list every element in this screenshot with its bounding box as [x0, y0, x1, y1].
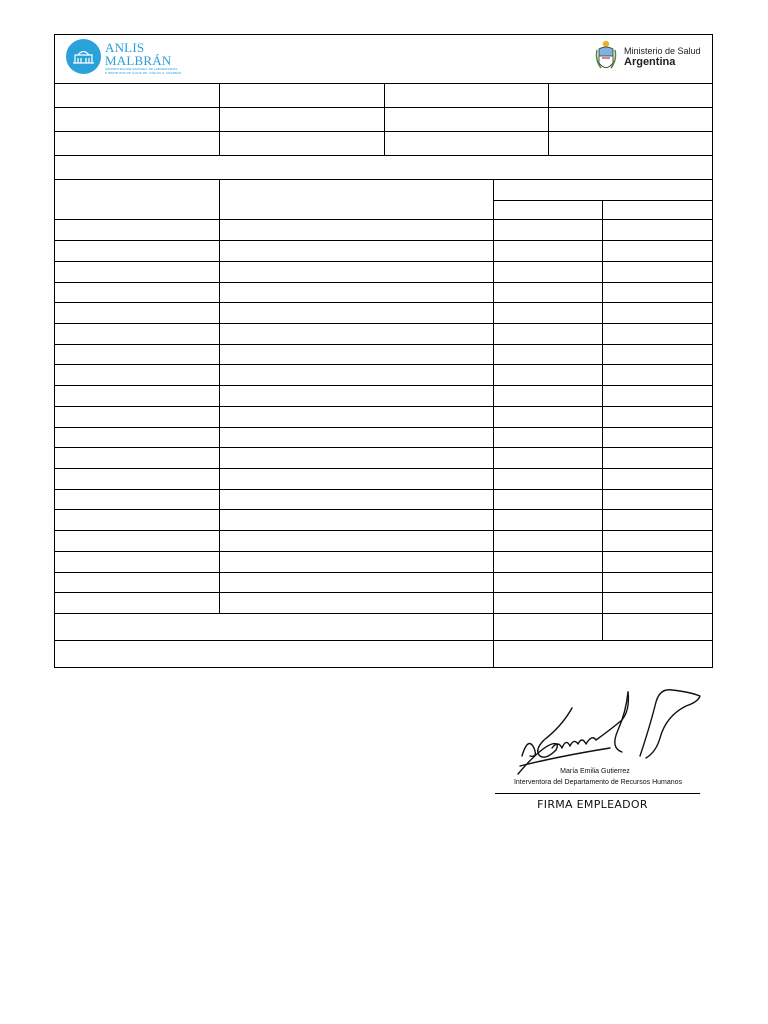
anlis-name-line1: ANLIS	[105, 40, 145, 55]
table-row-divider	[54, 447, 713, 448]
table-row-divider	[54, 489, 713, 490]
totals-row-divider	[54, 640, 713, 641]
table-row-divider	[54, 613, 713, 614]
table-row-divider	[54, 261, 713, 262]
signatory-role: Interventora del Departamento de Recursos Humanos	[513, 779, 683, 786]
table-row-divider	[54, 344, 713, 345]
anlis-tagline-line2: E INSTITUTOS DE SALUD DR. CARLOS G. MALBRÁN	[105, 71, 181, 75]
anlis-malbran-logo	[66, 38, 181, 76]
table-row-divider	[54, 240, 713, 241]
table-row-divider	[54, 323, 713, 324]
table-col-divider	[493, 179, 494, 668]
table-row-divider	[54, 364, 713, 365]
anlis-building-icon	[66, 39, 101, 74]
coat-of-arms-icon	[592, 38, 620, 74]
ministerio-line2: Argentina	[624, 56, 676, 68]
table-row-divider	[54, 509, 713, 510]
table-row-divider	[54, 468, 713, 469]
info-col-divider	[384, 83, 385, 155]
table-row-divider	[54, 427, 713, 428]
signature-line	[495, 793, 700, 794]
info-col-divider	[219, 83, 220, 155]
signature-label: FIRMA EMPLEADOR	[537, 798, 648, 811]
info-row-divider	[54, 155, 713, 156]
table-row-divider	[54, 282, 713, 283]
signatory-name: María Emilia Gutierrez	[560, 768, 630, 775]
ministerio-line1: Ministerio de Salud	[624, 46, 701, 56]
table-col-divider	[602, 200, 603, 640]
table-row-divider	[54, 406, 713, 407]
table-col-divider	[219, 179, 220, 613]
anlis-name-line2: MALBRÁN	[105, 53, 172, 68]
anlis-tagline-line1: ADMINISTRACIÓN NACIONAL DE LABORATORIOS	[105, 67, 178, 71]
table-subheader-divider	[494, 200, 713, 201]
table-row-divider	[54, 530, 713, 531]
table-row-divider	[54, 551, 713, 552]
ministerio-salud-logo	[592, 38, 707, 74]
table-row-divider	[54, 592, 713, 593]
table-row-divider	[54, 572, 713, 573]
table-row-divider	[54, 385, 713, 386]
table-header-bottom	[54, 219, 713, 220]
table-row-divider	[54, 302, 713, 303]
table-header-top	[54, 179, 713, 180]
info-col-divider	[548, 83, 549, 155]
